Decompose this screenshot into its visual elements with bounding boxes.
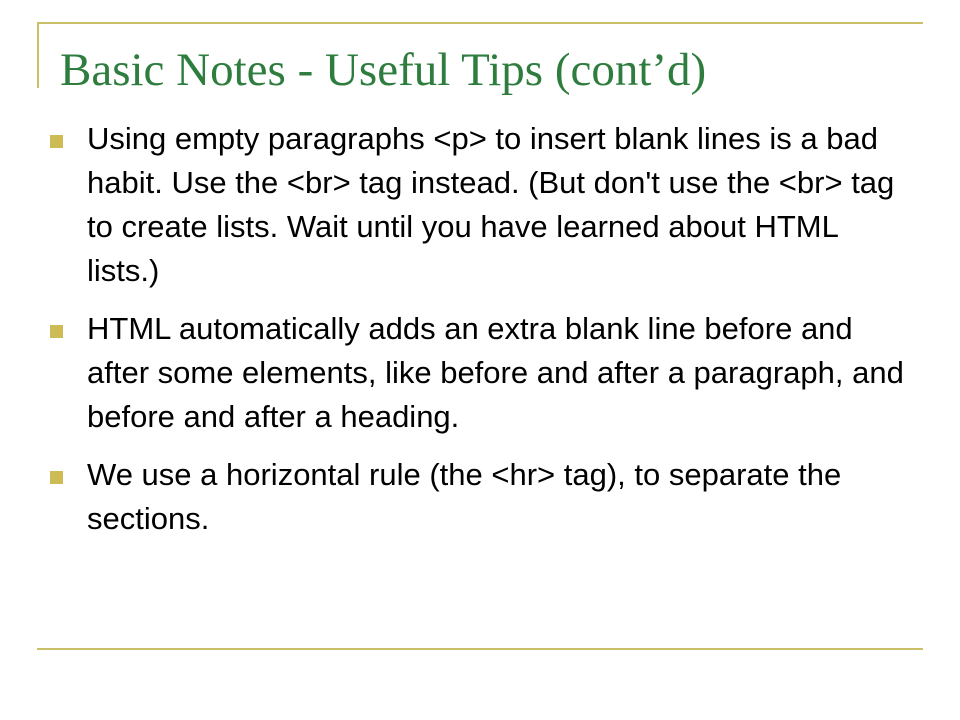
left-frame-line	[37, 22, 39, 88]
top-frame-line	[37, 22, 923, 24]
square-bullet-icon	[50, 135, 63, 148]
bullet-text: HTML automatically adds an extra blank line before and after some elements, like before and after a paragraph, and before and after a heading.	[87, 311, 904, 434]
square-bullet-icon	[50, 325, 63, 338]
square-bullet-icon	[50, 471, 63, 484]
list-item	[50, 117, 905, 293]
list-item	[50, 307, 905, 439]
bullet-list	[50, 117, 905, 555]
bullet-text: We use a horizontal rule (the <hr> tag), to separate the sections.	[87, 457, 842, 536]
slide-title: Basic Notes - Useful Tips (cont’d)	[60, 44, 707, 96]
bottom-frame-line	[37, 648, 923, 650]
bullet-text: Using empty paragraphs <p> to insert blank lines is a bad habit. Use the <br> tag instead. (But don't use the <br> tag to create lists. Wait until you have learned about HTML lists.)	[87, 121, 895, 288]
list-item	[50, 453, 905, 541]
